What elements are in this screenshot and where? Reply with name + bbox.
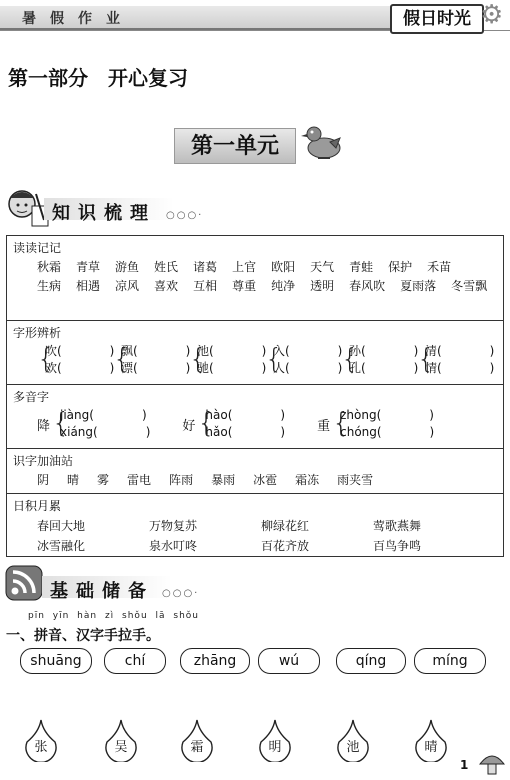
- section1-dots: ○○○·: [166, 210, 204, 221]
- weather-word: 雷电: [127, 473, 152, 487]
- drop-character: 张: [34, 740, 48, 755]
- header-left-text: 暑假作业: [22, 11, 134, 27]
- shape-item: 入( ): [273, 344, 343, 358]
- shape-item: 欢( ): [45, 361, 115, 375]
- idiom: 百花齐放: [261, 539, 310, 553]
- unit-title: 第一单元: [174, 128, 296, 164]
- read-word: 青草: [76, 260, 101, 274]
- part-title: 第一部分 开心复习: [8, 66, 188, 90]
- shape-pairs: [7, 343, 503, 377]
- read-word: 尊重: [232, 279, 257, 293]
- poly-readings: [52, 406, 151, 441]
- shape-item: 孔( ): [349, 361, 419, 375]
- brace-symbol: {: [265, 342, 283, 375]
- poly-group: [317, 407, 444, 441]
- idiom: 冰雪融化: [37, 539, 86, 553]
- read-word: 禾苗: [427, 260, 452, 274]
- syllable-cloud: qíng: [336, 648, 406, 674]
- syllable-cloud: chí: [104, 648, 166, 674]
- syllable-cloud: wú: [258, 648, 320, 674]
- shape-item: 漂( ): [121, 361, 191, 375]
- read-word: 欧阳: [271, 260, 296, 274]
- read-word: 喜欢: [154, 279, 179, 293]
- shape-pair: [37, 342, 115, 377]
- shape-item: 情( ): [425, 361, 495, 375]
- read-word: 相遇: [76, 279, 101, 293]
- syllable-cloud: shuāng: [20, 648, 92, 674]
- read-label: 读读记记: [13, 241, 62, 255]
- weather-word: 阵雨: [169, 473, 194, 487]
- read-word: 保护: [388, 260, 413, 274]
- poly-list: [7, 407, 503, 441]
- mushroom-icon: [478, 750, 506, 776]
- brace-symbol: {: [37, 342, 55, 375]
- drop-character: 明: [268, 740, 282, 755]
- section2-dots: ○○○·: [162, 588, 200, 599]
- syllable-cloud: míng: [414, 648, 486, 674]
- shape-pair: [265, 342, 343, 377]
- read-word: 天气: [310, 260, 335, 274]
- shape-item: 孙( ): [349, 344, 419, 358]
- gear-icon: ⚙: [480, 0, 504, 30]
- idiom: 春回大地: [37, 519, 86, 533]
- row-idioms: [7, 494, 503, 556]
- weather-word: 霜冻: [295, 473, 320, 487]
- char-label: 识字加油站: [13, 454, 74, 468]
- shape-pair: [189, 342, 267, 377]
- row-read: [7, 236, 503, 321]
- weather-word: 雨夹雪: [337, 473, 374, 487]
- row-shape: [7, 321, 503, 385]
- exercise1-pinyin: pīn yīn hàn zì shǒu lā shǒu: [28, 611, 199, 621]
- read-word: 互相: [193, 279, 218, 293]
- drop-character: 池: [346, 740, 360, 755]
- brace-symbol: {: [113, 342, 131, 375]
- poly-readings: [197, 406, 286, 441]
- poly-reading: xiáng( ): [60, 425, 151, 439]
- poly-readings: [332, 406, 435, 441]
- row-chars: [7, 449, 503, 494]
- brace-symbol: {: [197, 406, 216, 439]
- section2-title: 基础储备: [50, 581, 154, 602]
- drop-character: 吴: [114, 740, 128, 755]
- syllable-cloud: zhāng: [180, 648, 250, 674]
- poly-reading: zhòng( ): [340, 408, 434, 422]
- poly-reading: chóng( ): [340, 425, 435, 439]
- brace-symbol: {: [341, 342, 359, 375]
- poly-char: 降: [37, 418, 51, 434]
- idiom: 莺歌燕舞: [373, 519, 422, 533]
- idiom: 柳绿花红: [261, 519, 310, 533]
- read-word: 上官: [232, 260, 257, 274]
- poly-group: [182, 407, 295, 441]
- idiom: 泉水叮咚: [149, 539, 198, 553]
- poly-char: 好: [182, 418, 196, 434]
- row-poly: [7, 385, 503, 449]
- weather-word: 晴: [67, 473, 80, 487]
- idiom: 万物复苏: [149, 519, 198, 533]
- poly-reading: hào( ): [205, 408, 286, 422]
- poly-group: [37, 407, 160, 441]
- read-word: 姓氏: [154, 260, 179, 274]
- brace-symbol: {: [332, 406, 350, 439]
- shape-item: 飘( ): [121, 344, 191, 358]
- read-word: 诸葛: [193, 260, 218, 274]
- shape-pair: [341, 342, 419, 377]
- brace-symbol: {: [417, 342, 435, 375]
- poly-reading: hǎo( ): [205, 425, 286, 439]
- read-word: 凉风: [115, 279, 140, 293]
- drop-character: 晴: [424, 740, 438, 755]
- drop-character: 霜: [190, 740, 204, 755]
- brace-symbol: {: [52, 406, 70, 439]
- shape-item: 吹( ): [45, 344, 115, 358]
- shape-item: 驰( ): [197, 361, 267, 375]
- knowledge-table: [6, 235, 504, 557]
- weather-word: 阴: [37, 473, 50, 487]
- read-word: 夏雨落: [400, 279, 437, 293]
- weather-word: 暴雨: [211, 473, 236, 487]
- shape-item: 人( ): [273, 361, 343, 375]
- read-word: 游鱼: [115, 260, 140, 274]
- read-words: [7, 258, 503, 296]
- char-words: [7, 471, 503, 490]
- weather-word: 冰雹: [253, 473, 278, 487]
- brace-symbol: {: [189, 342, 207, 375]
- page-number: 1: [460, 758, 469, 772]
- poly-label: 多音字: [13, 390, 50, 404]
- read-word: 透明: [310, 279, 335, 293]
- read-word: 秋霜: [37, 260, 62, 274]
- exercise1-title: 一、拼音、汉字手拉手。: [6, 628, 160, 644]
- shape-pair: [113, 342, 191, 377]
- idiom-label: 日积月累: [13, 499, 62, 513]
- read-word: 青蛙: [349, 260, 374, 274]
- read-word: 纯净: [271, 279, 296, 293]
- idiom-list: [7, 516, 503, 556]
- read-word: 春风吹: [349, 279, 386, 293]
- read-word: 生病: [37, 279, 62, 293]
- poly-char: 重: [317, 418, 331, 434]
- shape-item: 清( ): [425, 344, 495, 358]
- weather-word: 雾: [97, 473, 110, 487]
- section1-title: 知识梳理: [52, 203, 156, 224]
- shape-item: 池( ): [197, 344, 267, 358]
- shape-label: 字形辨析: [13, 326, 62, 340]
- brand-label: 假日时光: [390, 4, 484, 34]
- read-word: 冬雪飘: [451, 279, 488, 293]
- shape-pair: [417, 342, 495, 377]
- idiom: 百鸟争鸣: [373, 539, 422, 553]
- duck-icon: [300, 120, 344, 164]
- poly-reading: jiàng( ): [60, 408, 147, 422]
